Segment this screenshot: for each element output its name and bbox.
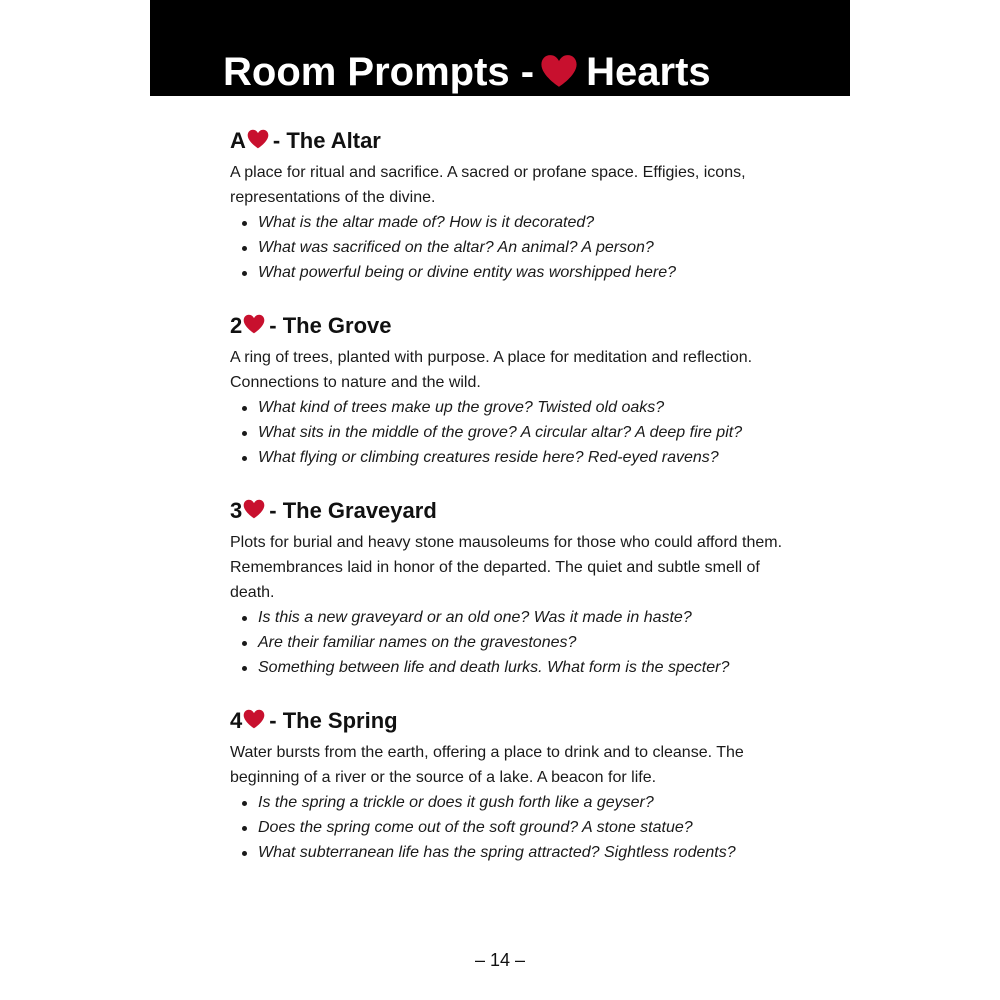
section-description: A place for ritual and sacrifice. A sacred or profane space. Effigies, icons, representations of the divine. bbox=[230, 164, 746, 206]
section-title: - The Grove bbox=[269, 313, 392, 338]
page-title bbox=[223, 48, 711, 96]
section-rank: 3 bbox=[230, 498, 243, 523]
section-graveyard bbox=[230, 496, 790, 680]
section-grove bbox=[230, 311, 790, 470]
heart-icon bbox=[243, 314, 265, 334]
section-altar bbox=[230, 126, 790, 285]
section-spring bbox=[230, 706, 790, 865]
prompt-list bbox=[230, 395, 790, 470]
section-rank: 2 bbox=[230, 313, 243, 338]
prompt-item: Is the spring a trickle or does it gush forth like a geyser? bbox=[258, 790, 790, 815]
section-heading bbox=[230, 311, 790, 341]
heart-icon bbox=[243, 499, 265, 519]
prompt-item: Are their familiar names on the gravestones? bbox=[258, 630, 790, 655]
prompt-item: What kind of trees make up the grove? Twisted old oaks? bbox=[258, 395, 790, 420]
prompt-item: Something between life and death lurks. What form is the specter? bbox=[258, 655, 790, 680]
heart-icon bbox=[243, 709, 265, 729]
prompt-item: What flying or climbing creatures reside here? Red-eyed ravens? bbox=[258, 445, 790, 470]
section-rank: 4 bbox=[230, 708, 243, 733]
prompt-item: What powerful being or divine entity was worshipped here? bbox=[258, 260, 790, 285]
prompt-item: Is this a new graveyard or an old one? Was it made in haste? bbox=[258, 605, 790, 630]
section-heading bbox=[230, 126, 790, 156]
room-prompts-content bbox=[230, 126, 790, 891]
section-description: Plots for burial and heavy stone mausoleums for those who could afford them. Remembrances laid in honor of the departed. The quiet and subtle smell of death. bbox=[230, 534, 783, 601]
prompt-item: What is the altar made of? How is it decorated? bbox=[258, 210, 790, 235]
page-title-prefix: Room Prompts - bbox=[223, 50, 535, 94]
prompt-item: What was sacrificed on the altar? An animal? A person? bbox=[258, 235, 790, 260]
prompt-list bbox=[230, 790, 790, 865]
prompt-item: What sits in the middle of the grove? A circular altar? A deep fire pit? bbox=[258, 420, 790, 445]
prompt-list bbox=[230, 210, 790, 285]
section-rank: A bbox=[230, 128, 246, 153]
prompt-item: What subterranean life has the spring attracted? Sightless rodents? bbox=[258, 840, 790, 865]
page-title-suffix: Hearts bbox=[586, 50, 711, 94]
section-description: A ring of trees, planted with purpose. A place for meditation and reflection. Connections to nature and the wild. bbox=[230, 349, 753, 391]
section-heading bbox=[230, 706, 790, 736]
header-band bbox=[150, 0, 850, 96]
page-number: – 14 – bbox=[474, 950, 526, 970]
prompt-item: Does the spring come out of the soft ground? A stone statue? bbox=[258, 815, 790, 840]
heart-icon bbox=[540, 54, 578, 88]
section-description: Water bursts from the earth, offering a place to drink and to cleanse. The beginning of a river or the source of a lake. A beacon for life. bbox=[230, 744, 744, 786]
book-page bbox=[150, 0, 850, 1000]
section-title: - The Spring bbox=[269, 708, 398, 733]
section-title: - The Graveyard bbox=[269, 498, 437, 523]
prompt-list bbox=[230, 605, 790, 680]
heart-icon bbox=[247, 129, 269, 149]
section-heading bbox=[230, 496, 790, 526]
section-title: - The Altar bbox=[272, 128, 381, 153]
